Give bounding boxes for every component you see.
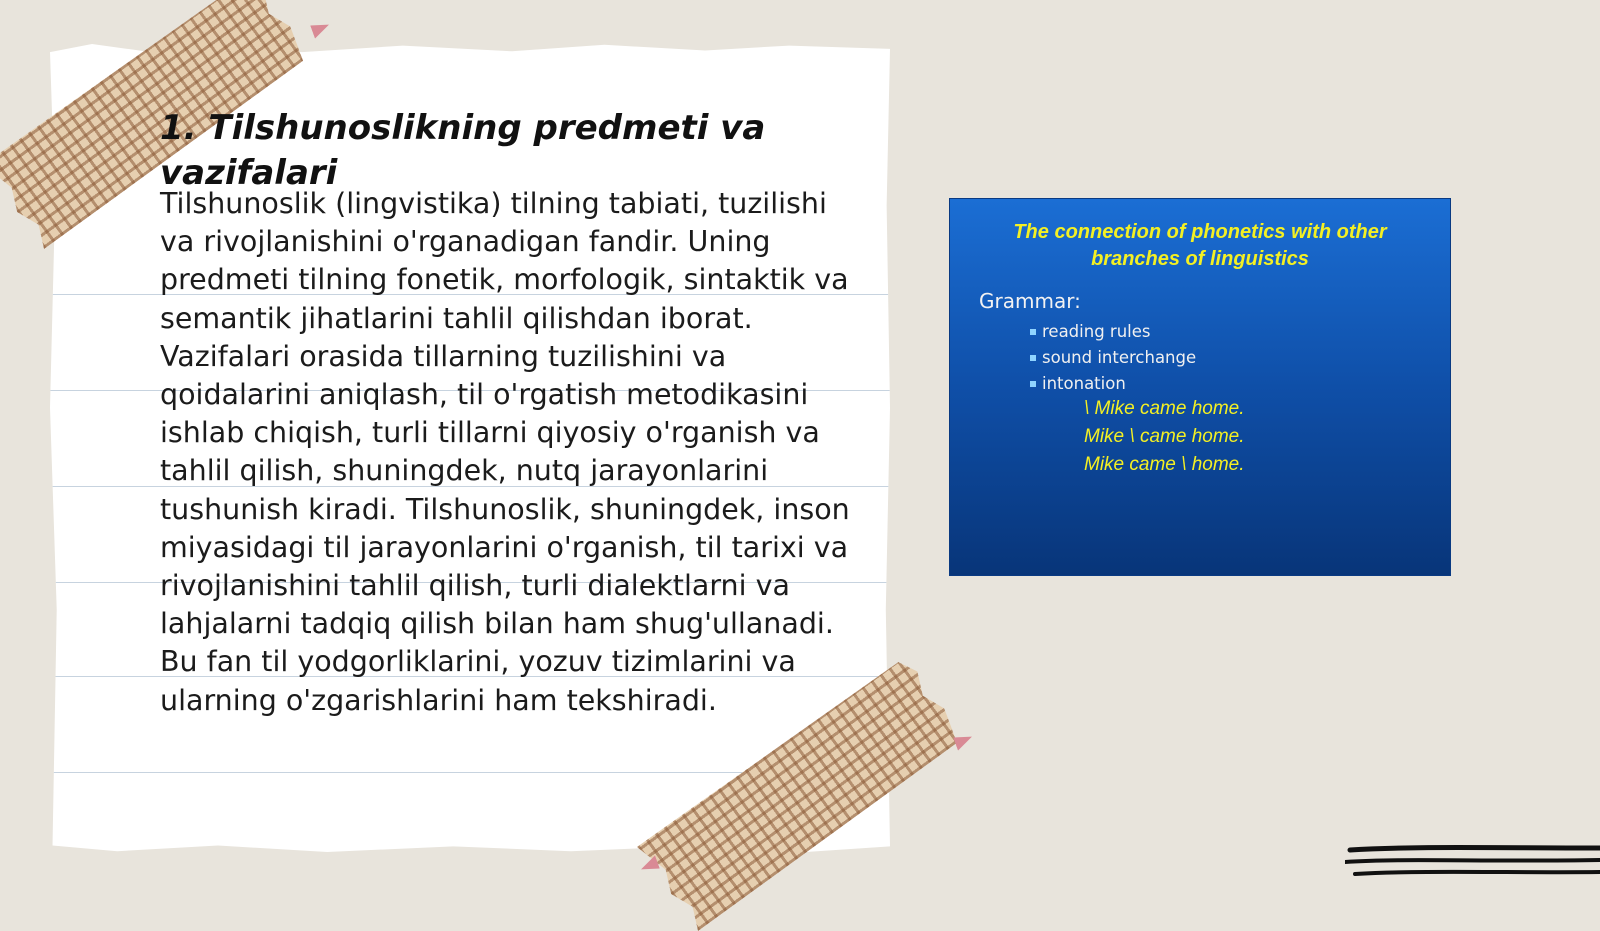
bullet-label: sound interchange (1042, 348, 1197, 367)
phonetics-slide-image (950, 199, 1450, 575)
bullet-icon (1030, 355, 1036, 361)
example-sentence: Mike \ came home. (1084, 426, 1245, 447)
bullet-label: reading rules (1042, 322, 1151, 341)
tape-tip (953, 731, 975, 750)
body-paragraph: Tilshunoslik (lingvistika) tilning tabiati, tuzilishi va rivojlanishini o'rganadigan fandir. Uning predmeti tilning fonetik, morfologik, sintaktik va semantik jihatlarini tahlil qilishdan iborat. Vazifalari orasida tillarning tuzilishini va qoidalarini aniqlash, til o'rgatish metodikasini ishlab chiqish, turli tillarni qiyosiy o'rganish va tahlil qilish, shuningdek, nutq jarayonlarini tushunish kiradi. Tilshunoslik, shuningdek, inson miyasidagi til jarayonlarini o'rganish, til tarixi va rivojlanishini tahlil qilish, turli dialektlarni va lahjalarni tadqiq qilish bilan ham shug'ullanadi. Bu fan til yodgorliklarini, yozuv tizimlarini va ularning o'zgarishlarini ham tekshiradi. (160, 187, 850, 717)
bullet-label: intonation (1042, 374, 1126, 393)
bullet-icon (1030, 381, 1036, 387)
slide-bullet-list (1030, 319, 1196, 397)
slide-subhead: Grammar: (979, 289, 1081, 313)
page-title: 1. Tilshunoslikning predmeti va vazifalari (160, 108, 766, 193)
example-sentence: \ Mike came home. (1084, 398, 1245, 419)
brush-stroke-decoration (1345, 842, 1600, 892)
slide-title: The connection of phonetics with other branches of linguistics (1013, 221, 1387, 270)
list-item (1030, 371, 1196, 397)
list-item (1030, 319, 1196, 345)
example-sentence: Mike came \ home. (1084, 454, 1245, 475)
tape-tip (310, 19, 332, 38)
list-item (1030, 345, 1196, 371)
bullet-icon (1030, 329, 1036, 335)
intonation-examples (1084, 395, 1245, 479)
